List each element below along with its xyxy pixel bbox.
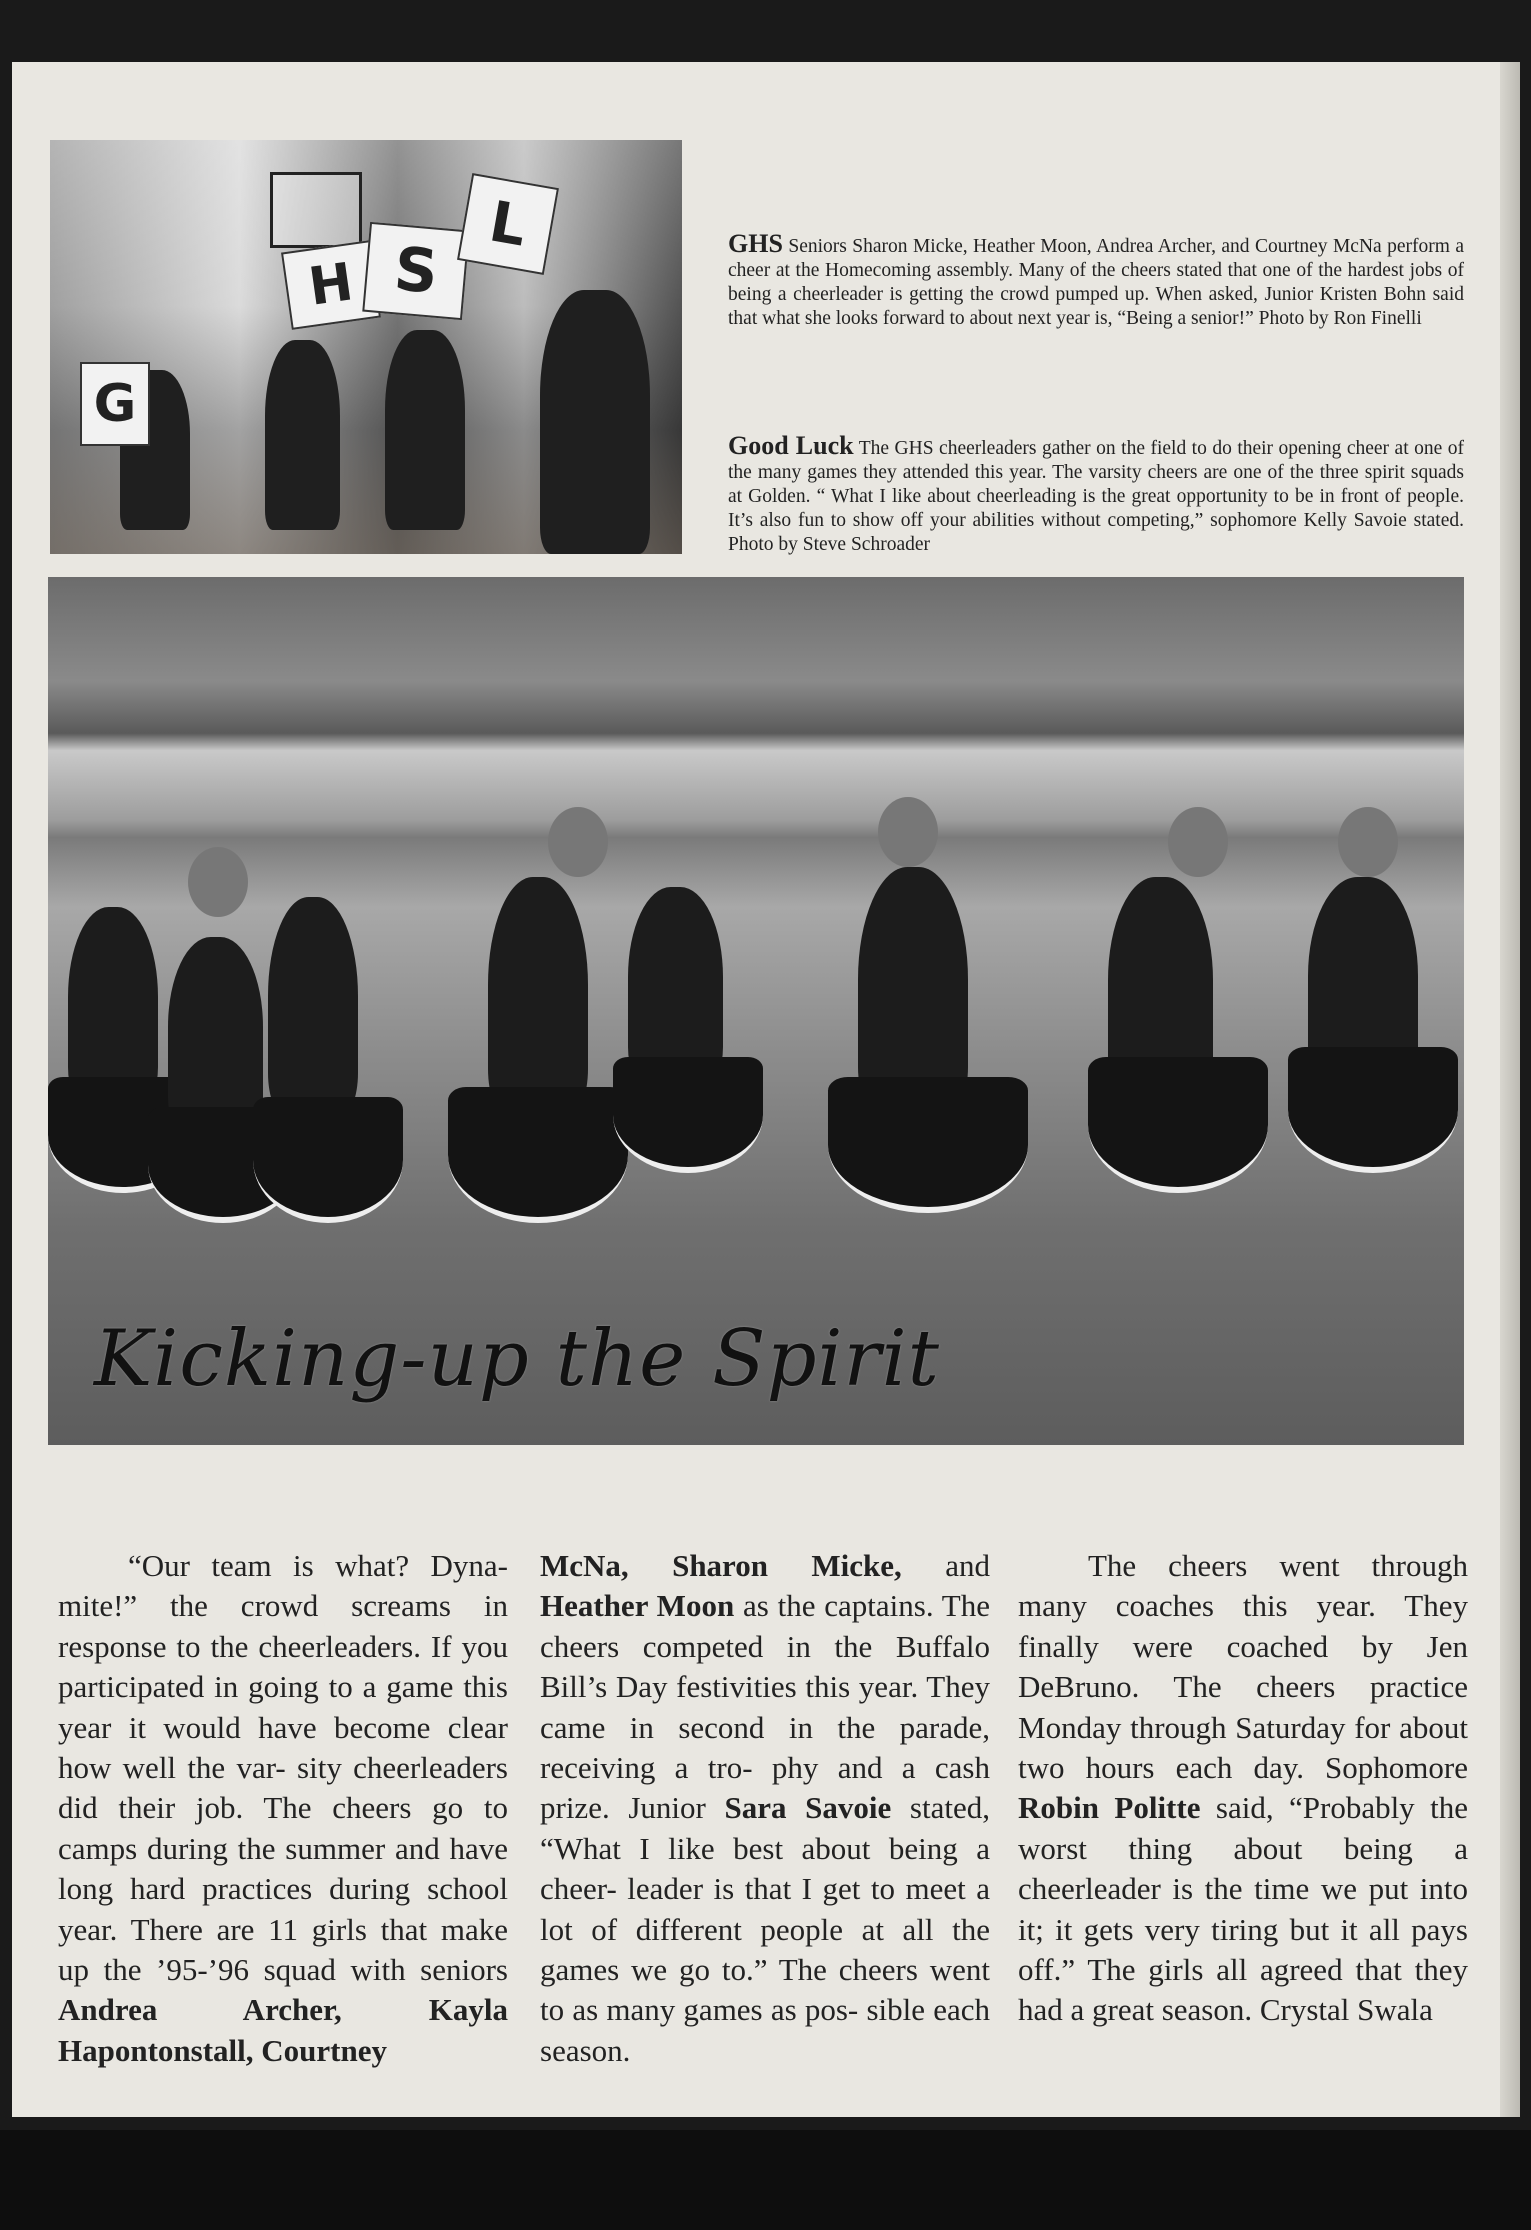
scan-bottom-border — [0, 2130, 1531, 2230]
basketball-hoop — [270, 172, 362, 248]
article-text: and — [901, 1548, 990, 1583]
article-column-2 — [540, 1546, 990, 2071]
yearbook-page — [12, 62, 1500, 2117]
homecoming-assembly-photo — [50, 140, 682, 554]
caption-text: Seniors Sharon Micke, Heather Moon, Andrea Archer, and Courtney McNa perform a cheer at the Homecoming assembly. Many of the cheers stated that one of the hardest jobs of being a cheerleader is getting the crowd pumped up. When asked, Junior Kristen Bohn said that what she looks forward to about next year is, “Being a senior!” Photo by Ron Finelli — [728, 236, 1464, 329]
cheerleader-head — [1168, 807, 1228, 877]
letter-sign-g: G — [80, 362, 150, 446]
article-text: as the captains. The cheers competed in the Buffalo Bill’s Day festivities this year. They came in second in the parade, receiving a tro- phy and a cash prize. Junior — [540, 1588, 990, 1826]
cheerleader-figure — [265, 340, 340, 530]
article-text: stated, “What I like best about being a cheer- leader is that I get to meet a lot of different people at all the games we go to.” The cheers went to as many games as pos- sible each season. — [540, 1790, 990, 2068]
article-text: The cheers went through many coaches this year. They finally were coached by Jen DeBruno. The cheers practice Monday through Saturday for about two hours each day. Sophomore — [1018, 1548, 1468, 1786]
cheerleader-figure — [385, 330, 465, 530]
cheer-skirt — [448, 1087, 628, 1223]
article-names: McNa, Sharon Micke, — [540, 1548, 902, 1583]
article-names: Robin Politte — [1018, 1790, 1201, 1826]
cheer-skirt — [613, 1057, 763, 1173]
caption-homecoming — [728, 229, 1464, 331]
page-spine-shadow — [1500, 62, 1520, 2117]
cheerleader-head — [548, 807, 608, 877]
letter-sign-h: H — [281, 240, 381, 330]
article-text: said, “Probably the worst thing about being a cheerleader is the time we put into it; it gets very tiring but it all pays off.” The girls all agreed that they had a great season. Crystal Swala — [1018, 1790, 1468, 2028]
article-column-1 — [58, 1546, 508, 2071]
cheer-skirt — [1288, 1047, 1458, 1173]
caption-lead: Good Luck — [728, 431, 854, 460]
cheer-skirt — [1088, 1057, 1268, 1193]
article-names: Heather Moon — [540, 1588, 735, 1624]
article-names: Andrea Archer, Kayla Hapontonstall, Courtney — [58, 1992, 508, 2068]
article-text: “Our team is what? Dyna- mite!” the crowd screams in response to the cheerleaders. If you participated in going to a game this year it would have become clear how well the var- sity cheerleaders did their job. The cheers go to camps during the summer and have long hard practices during school year. There are 11 girls that make up the ’95-’96 squad with seniors — [58, 1548, 508, 1988]
caption-text: The GHS cheerleaders gather on the field to do their opening cheer at one of the many games they attended this year. The varsity cheers are one of the three spirit squads at Golden. “ What I like about cheerleading is the great opportunity to be in front of people. It’s also fun to show off your abilities without competing,” sophomore Kelly Savoie stated. Photo by Steve Schroader — [728, 438, 1464, 555]
page-headline: Kicking-up the Spirit — [94, 1314, 941, 1404]
cheerleader-head — [1338, 807, 1398, 877]
cheer-skirt — [253, 1097, 403, 1223]
article-column-3 — [1018, 1546, 1468, 2031]
cheerleader-figure — [268, 897, 358, 1117]
cheerleader-head — [878, 797, 938, 867]
caption-lead: GHS — [728, 229, 783, 258]
cheerleader-figure — [540, 290, 650, 554]
letter-sign-s: S — [362, 222, 469, 320]
letter-sign-l: L — [457, 173, 559, 275]
cheer-skirt — [828, 1077, 1028, 1213]
caption-good-luck — [728, 431, 1464, 557]
cheerleader-head — [188, 847, 248, 917]
cheerleader-figure — [488, 877, 588, 1117]
article-names: Sara Savoie — [724, 1790, 892, 1826]
